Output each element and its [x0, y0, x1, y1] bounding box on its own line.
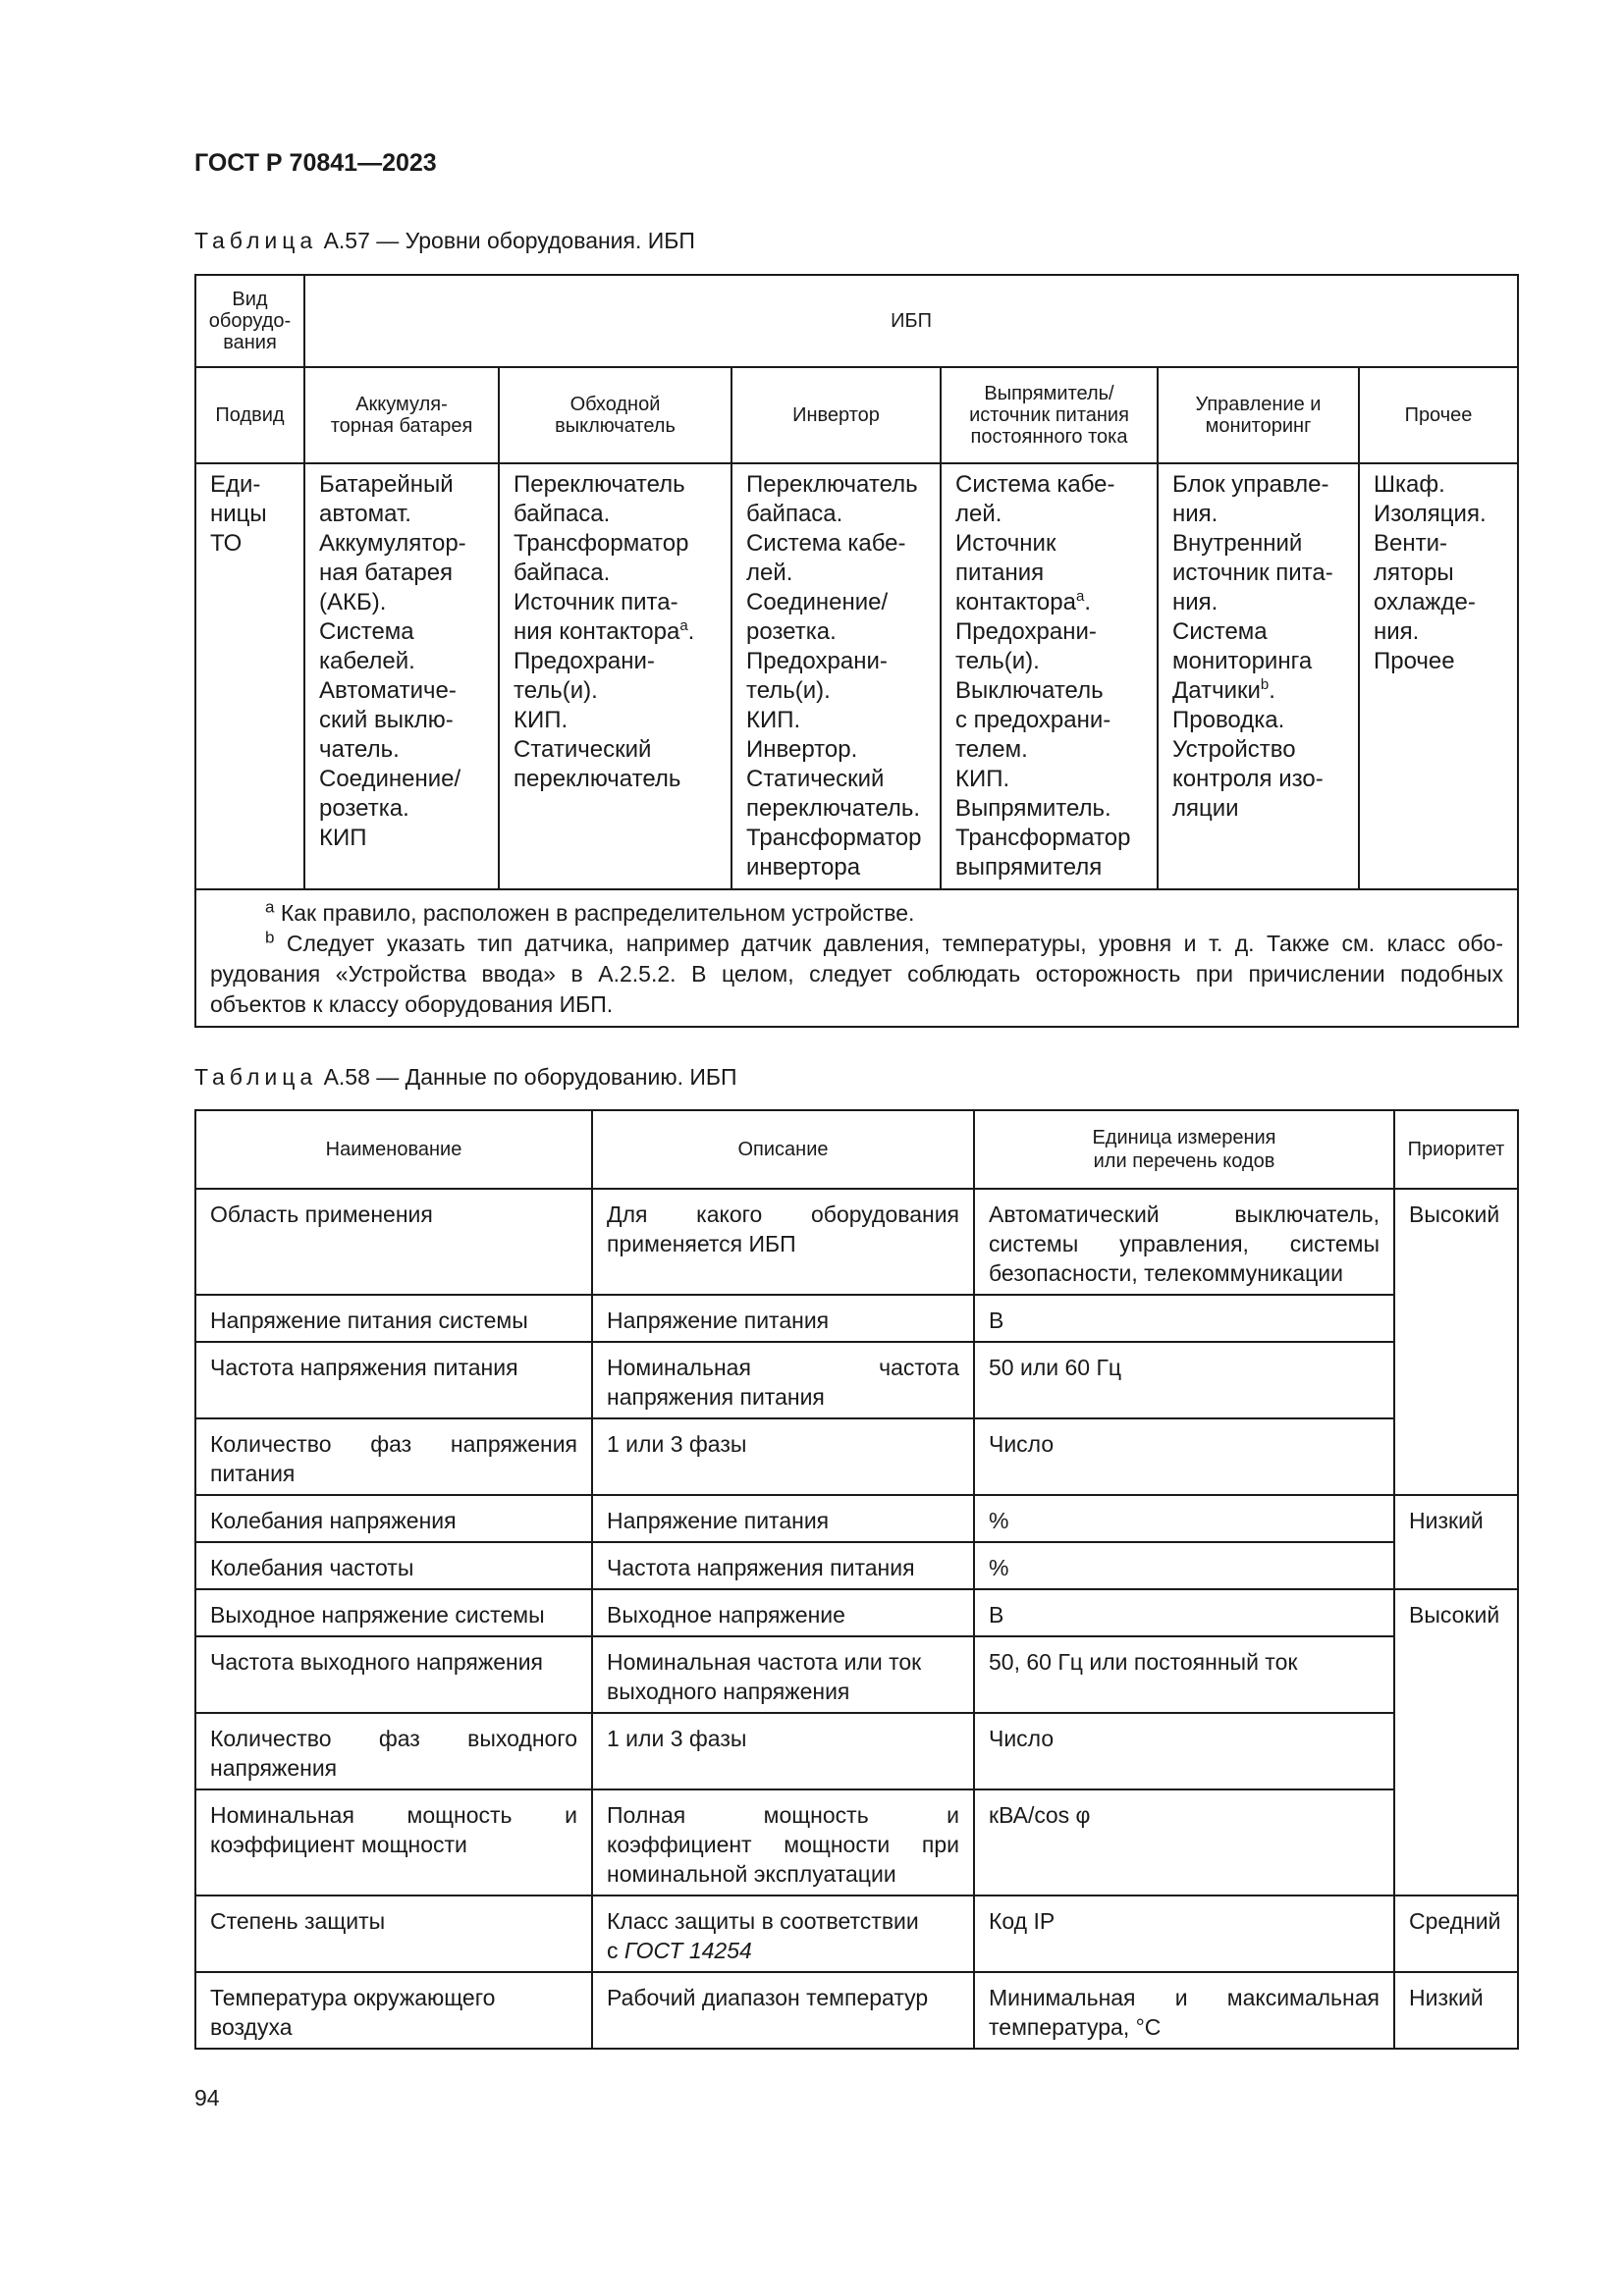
- unit-item-line: кабелей.: [319, 648, 415, 674]
- table-row: [195, 1589, 1518, 1636]
- unit-item-line: контроля изо-: [1172, 766, 1324, 792]
- unit-item-line: Выпрямитель.: [955, 795, 1111, 822]
- table-57-footnotes: [195, 889, 1518, 1027]
- cell-description: Для какого оборудования применяется ИБП: [592, 1189, 974, 1295]
- header-ibp: ИБП: [304, 275, 1518, 367]
- cell-unit: Автоматический выключатель, системы управления, системы безопасности, телекоммуникации: [974, 1189, 1394, 1295]
- unit-item-line: выпрямителя: [955, 854, 1103, 881]
- unit-item-line: Источник питания: [955, 530, 1056, 586]
- caption-prefix: Таблица: [194, 228, 318, 253]
- units-column: [499, 463, 731, 889]
- footnote-a: $^a$ Как правило, расположен в распределительном устройстве.: [265, 897, 915, 926]
- unit-item-line: тель(и).: [514, 677, 598, 704]
- unit-item-line: чатель.: [319, 736, 400, 763]
- caption-prefix: Таблица: [194, 1064, 318, 1090]
- unit-item-line: ляторы: [1374, 560, 1454, 586]
- unit-item-line: источник пита-: [1172, 560, 1333, 586]
- cell-description: Напряжение питания: [592, 1495, 974, 1542]
- gost-reference: ГОСТ 14254: [623, 1938, 752, 1963]
- units-column: [731, 463, 941, 889]
- unit-item-line: переключатель.: [746, 795, 921, 822]
- unit-item-line: Автоматиче-: [319, 677, 457, 704]
- header-equipment-type: Вид оборудо- вания: [195, 275, 304, 367]
- document-header: ГОСТ Р 70841—2023: [194, 149, 437, 177]
- table-57: [194, 274, 1519, 1028]
- unit-item-line: КИП: [319, 825, 367, 851]
- header-subtype: Подвид: [195, 367, 304, 463]
- unit-item-line: Соединение/: [746, 589, 889, 615]
- unit-item-line: Система кабе-: [746, 530, 906, 557]
- unit-item-line: Устройство: [1172, 736, 1296, 763]
- units-column: [304, 463, 499, 889]
- header-rectifier: Выпрямитель/ источник питания постоянного тока: [941, 367, 1158, 463]
- cell-description: Частота напряжения питания: [592, 1542, 974, 1589]
- cell-unit: %: [974, 1542, 1394, 1589]
- table-row: [195, 1972, 1518, 2049]
- unit-item-line: тель(и).: [746, 677, 831, 704]
- unit-item-line: (АКБ).: [319, 589, 387, 615]
- unit-item-line: переключатель: [514, 766, 681, 792]
- cell-name: Количество фаз выходного напряжения: [195, 1713, 592, 1789]
- header-bypass: Обходной выключатель: [499, 367, 731, 463]
- units-column: [1359, 463, 1518, 889]
- unit-item-line: розетка.: [746, 618, 837, 645]
- table-row: [195, 1789, 1518, 1896]
- unit-item-line: контактора$^a$.: [955, 588, 1091, 615]
- header-name: Наименование: [195, 1110, 592, 1189]
- cell-unit: Число: [974, 1418, 1394, 1495]
- cell-priority: Низкий: [1394, 1972, 1518, 2049]
- cell-name: Частота напряжения питания: [195, 1342, 592, 1418]
- cell-name: Частота выходного напряжения: [195, 1636, 592, 1713]
- unit-item-line: байпаса.: [746, 501, 843, 527]
- unit-item-line: КИП.: [514, 707, 568, 733]
- cell-unit: Код IP: [974, 1896, 1394, 1972]
- table-58-caption: [194, 1064, 737, 1091]
- unit-item-line: Трансформатор: [955, 825, 1131, 851]
- unit-item-line: ния контактора$^a$.: [514, 617, 695, 645]
- footnote-marker: a: [679, 617, 688, 634]
- footnote-marker: a: [1075, 588, 1085, 605]
- unit-item-line: Система: [319, 618, 414, 645]
- unit-item-line: охлажде-: [1374, 589, 1476, 615]
- unit-item-line: Проводка.: [1172, 707, 1285, 733]
- header-priority: Приоритет: [1394, 1110, 1518, 1189]
- table-row: [195, 1418, 1518, 1495]
- table-row: [195, 1713, 1518, 1789]
- unit-item-line: байпаса.: [514, 501, 611, 527]
- unit-item-line: Батарейный: [319, 471, 454, 498]
- table-58: [194, 1109, 1519, 2050]
- cell-unit: В: [974, 1295, 1394, 1342]
- cell-priority: Высокий: [1394, 1589, 1518, 1896]
- table-row: [195, 1542, 1518, 1589]
- units-label-cell: Еди- ницы ТО: [195, 463, 304, 889]
- cell-description: Выходное напряжение: [592, 1589, 974, 1636]
- table-row: [195, 1636, 1518, 1713]
- unit-item-line: Изоляция.: [1374, 501, 1487, 527]
- unit-item-line: Трансформатор: [514, 530, 689, 557]
- cell-name: Степень защиты: [195, 1896, 592, 1972]
- cell-description: Класс защиты в соответствии с ГОСТ 14254: [592, 1896, 974, 1972]
- unit-item-line: ния.: [1374, 618, 1420, 645]
- table-row: [195, 1896, 1518, 1972]
- unit-item-line: Блок управле-: [1172, 471, 1329, 498]
- cell-name: Колебания частоты: [195, 1542, 592, 1589]
- cell-name: Область применения: [195, 1189, 592, 1295]
- unit-item-line: Инвертор.: [746, 736, 858, 763]
- unit-item-line: Венти-: [1374, 530, 1447, 557]
- footnote-marker: b: [1260, 676, 1270, 693]
- unit-item-line: КИП.: [955, 766, 1010, 792]
- cell-description: Номинальная частота или ток выходного напряжения: [592, 1636, 974, 1713]
- cell-description: Рабочий диапазон температур: [592, 1972, 974, 2049]
- unit-item-line: Соединение/: [319, 766, 461, 792]
- table-row: [195, 1295, 1518, 1342]
- unit-item-line: Источник пита-: [514, 589, 678, 615]
- table-row: [195, 1495, 1518, 1542]
- unit-item-line: Предохрани-: [746, 648, 888, 674]
- units-column: [941, 463, 1158, 889]
- footnote-b: $^b$ Следует указать тип датчика, например датчик давления, температуры, уровня и т. д. Также см. класс обо-: [265, 928, 1503, 956]
- unit-item-line: Статический: [514, 736, 652, 763]
- cell-unit: 50 или 60 Гц: [974, 1342, 1394, 1418]
- cell-description: Напряжение питания: [592, 1295, 974, 1342]
- footnote-b-line2: рудования «Устройства ввода» в А.2.5.2. В целом, следует соблюдать осторожность при причислении подобных: [210, 961, 1503, 987]
- unit-item-line: тель(и).: [955, 648, 1040, 674]
- unit-item-line: Система кабе-: [955, 471, 1115, 498]
- unit-item-line: Выключатель: [955, 677, 1104, 704]
- unit-item-line: с предохрани-: [955, 707, 1111, 733]
- unit-item-line: Аккумулятор-: [319, 530, 466, 557]
- unit-item-line: Предохрани-: [955, 618, 1097, 645]
- caption-text: А.58 — Данные по оборудованию. ИБП: [317, 1064, 737, 1090]
- cell-unit: В: [974, 1589, 1394, 1636]
- unit-item-line: Система: [1172, 618, 1268, 645]
- cell-name: Колебания напряжения: [195, 1495, 592, 1542]
- header-other: Прочее: [1359, 367, 1518, 463]
- caption-text: А.57 — Уровни оборудования. ИБП: [317, 228, 695, 253]
- unit-item-line: ния.: [1172, 501, 1218, 527]
- unit-item-line: Шкаф.: [1374, 471, 1445, 498]
- unit-item-line: Прочее: [1374, 648, 1455, 674]
- footnote-b-line3: объектов к классу оборудования ИБП.: [210, 991, 614, 1017]
- unit-item-line: телем.: [955, 736, 1028, 763]
- unit-item-line: Переключатель: [746, 471, 918, 498]
- unit-item-line: автомат.: [319, 501, 411, 527]
- unit-item-line: ский выклю-: [319, 707, 454, 733]
- unit-item-line: ная батарея: [319, 560, 454, 586]
- cell-name: Выходное напряжение системы: [195, 1589, 592, 1636]
- header-battery: Аккумуля- торная батарея: [304, 367, 499, 463]
- cell-unit: кВА/cos φ: [974, 1789, 1394, 1896]
- cell-unit: Минимальная и максимальная температура, °С: [974, 1972, 1394, 2049]
- cell-unit: %: [974, 1495, 1394, 1542]
- table-row: [195, 1189, 1518, 1295]
- cell-description: Номинальная частота напряжения питания: [592, 1342, 974, 1418]
- cell-name: Напряжение питания системы: [195, 1295, 592, 1342]
- unit-item-line: ляции: [1172, 795, 1239, 822]
- unit-item-line: Внутренний: [1172, 530, 1303, 557]
- header-control: Управление и мониторинг: [1158, 367, 1359, 463]
- unit-item-line: Трансформатор: [746, 825, 922, 851]
- cell-description: 1 или 3 фазы: [592, 1418, 974, 1495]
- cell-name: Количество фаз напряжения питания: [195, 1418, 592, 1495]
- header-description: Описание: [592, 1110, 974, 1189]
- cell-priority: Низкий: [1394, 1495, 1518, 1589]
- cell-priority: Средний: [1394, 1896, 1518, 1972]
- units-column: [1158, 463, 1359, 889]
- cell-unit: Число: [974, 1713, 1394, 1789]
- unit-item-line: Предохрани-: [514, 648, 655, 674]
- cell-description: 1 или 3 фазы: [592, 1713, 974, 1789]
- unit-item-line: Переключатель: [514, 471, 685, 498]
- header-unit: Единица измерения или перечень кодов: [974, 1110, 1394, 1189]
- table-row: [195, 1342, 1518, 1418]
- unit-item-line: лей.: [746, 560, 793, 586]
- page-number: 94: [194, 2085, 220, 2110]
- unit-item-line: Датчики$^b$.: [1172, 676, 1275, 704]
- cell-priority: Высокий: [1394, 1189, 1518, 1495]
- unit-item-line: КИП.: [746, 707, 801, 733]
- cell-description: Полная мощность и коэффициент мощности при номинальной эксплуатации: [592, 1789, 974, 1896]
- header-inverter: Инвертор: [731, 367, 941, 463]
- table-57-caption: [194, 228, 695, 254]
- cell-unit: 50, 60 Гц или постоянный ток: [974, 1636, 1394, 1713]
- unit-item-line: ния.: [1172, 589, 1218, 615]
- unit-item-line: лей.: [955, 501, 1002, 527]
- unit-item-line: мониторинга: [1172, 648, 1313, 674]
- unit-item-line: инвертора: [746, 854, 861, 881]
- unit-item-line: байпаса.: [514, 560, 611, 586]
- cell-name: Температура окружающего воздуха: [195, 1972, 592, 2049]
- unit-item-line: Статический: [746, 766, 885, 792]
- cell-name: Номинальная мощность и коэффициент мощности: [195, 1789, 592, 1896]
- unit-item-line: розетка.: [319, 795, 409, 822]
